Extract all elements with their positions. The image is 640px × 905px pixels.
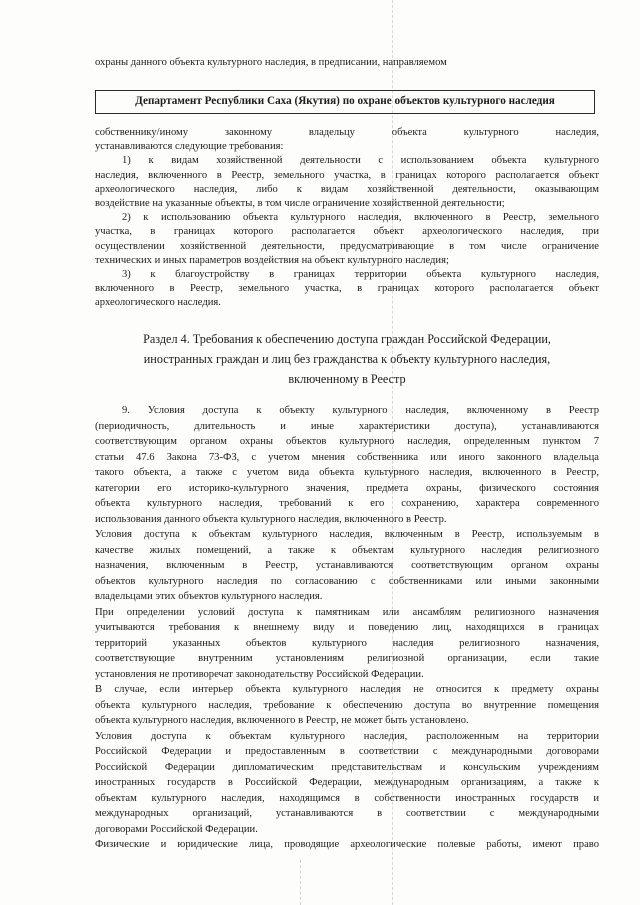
authority-box — [95, 90, 595, 114]
text-line: археологического наследия. — [95, 297, 221, 309]
text-line: Российской Федерации дипломатическим представительствам и консульским учреждениям — [95, 761, 599, 773]
scan-fold-line-bottom — [300, 860, 301, 905]
text-line: Физические и юридические лица, проводящие археологические полевые работы, имеют право — [95, 839, 599, 850]
text-line: объекта культурного наследия, требований к его сохранению, характера современного — [95, 498, 599, 509]
text-line: (периодичность, длительность и иные характеристики доступа), устанавливаются — [95, 420, 599, 432]
section-title-line: Раздел 4. Требования к обеспечению доступа граждан Российской Федерации, — [143, 332, 551, 346]
text-line: качестве жилых помещений, а также к объектам культурного наследия религиозного — [95, 544, 599, 556]
text-line: участка, в границах которого располагается объект археологического наследия, при — [95, 226, 599, 238]
text-line: соответствующим органом охраны объектов культурного наследия, определенным пунктом 7 — [95, 436, 599, 447]
text-line: При определении условий доступа к памятникам или ансамблям религиозного назначения — [95, 606, 599, 618]
text-line: объектов культурного наследия по согласованию с собственниками или иными законными — [95, 575, 599, 587]
authority-name: Департамент Республики Саха (Якутия) по охране объектов культурного наследия — [135, 95, 555, 107]
text-line: владельцами этих объектов культурного наследия. — [95, 591, 323, 602]
text-line: 2) к использованию объекта культурного наследия, включенного в Реестр, земельного — [122, 212, 599, 224]
text-line: территорий указанных объектов культурного наследия религиозного назначения, — [95, 637, 599, 649]
section-title-line: иностранных граждан и лиц без гражданства к объекту культурного наследия, — [143, 352, 551, 366]
text-line: В случае, если интерьер объекта культурного наследия не относится к предмету охраны — [95, 684, 599, 695]
text-line: договорами Российской Федерации. — [95, 823, 258, 835]
text-line: воздействие на указанные объекты, в том числе ограничение хозяйственной деятельности; — [95, 198, 505, 209]
text-line: такого объекта, а также с учетом вида объекта культурного наследия, включенного в Реестр, — [95, 467, 599, 478]
text-line: 1) к видам хозяйственной деятельности с использованием объекта культурного — [122, 155, 599, 167]
text-line: 9. Условия доступа к объекту культурного наследия, включенному в Реестр — [122, 405, 599, 416]
text-line: объектам культурного наследия, находящимся в собственности иностранных государств и — [95, 792, 599, 804]
text-line: соответствующие внутренним установлениям религиозной организации, если такие — [95, 653, 599, 664]
text-line: объекта культурного наследия, требование к обеспечению доступа во внутренние помещения — [95, 699, 599, 711]
text-line: устанавливаются следующие требования: — [95, 141, 284, 153]
top-line: охраны данного объекта культурного наследия, в предписании, направляемом — [95, 57, 447, 68]
text-line: установления не противоречат законодательству Российской Федерации. — [95, 668, 424, 680]
text-line: использования данного объекта культурного наследия, включенного в Реестр. — [95, 513, 447, 525]
text-line: категории его историко-культурного значения, предмета охраны, физического состояния — [95, 482, 599, 494]
text-line: иностранных государств в Российской Федерации, международным организациям, а также к — [95, 777, 599, 788]
text-line: археологического наследия, либо к видам хозяйственной деятельности, оказывающим — [95, 183, 599, 195]
text-line: статьи 47.6 Закона 73-ФЗ, с учетом мнения собственника или иного законного владельца — [95, 451, 599, 463]
text-line: 3) к благоустройству в границах территории объекта культурного наследия, — [122, 269, 599, 280]
text-line: Условия доступа к объектам культурного наследия, включенным в Реестр, используемым в — [95, 529, 599, 540]
text-line: учитываются требования к внешнему виду и поведению лиц, находящихся в границах — [95, 622, 599, 633]
text-line: Условия доступа к объектам культурного наследия, расположенным на территории — [95, 730, 599, 742]
text-line: наследия, включенного в Реестр, земельного участка, в границах которого располагается объект — [95, 169, 599, 181]
text-line: Российской Федерации и предоставленным в соответствии с международными договорами — [95, 746, 599, 757]
text-line: собственнику/иному законному владельцу объекта культурного наследия, — [95, 127, 599, 138]
text-line: осуществлении хозяйственной деятельности, предусматривающие в том числе ограничение — [95, 240, 599, 252]
text-line: включенного в Реестр, земельного участка, в границах которого располагается объект — [95, 283, 599, 295]
text-line: технических и иных параметров воздействия на объект культурного наследия; — [95, 254, 449, 266]
text-line: назначения, включенным в Реестр, устанавливаются соответствующим органом охраны — [95, 560, 599, 571]
text-line: международных организаций, устанавливаются в соответствии с международными — [95, 808, 599, 819]
text-line: объекта культурного наследия, включенного в Реестр, не может быть установлено. — [95, 715, 469, 726]
section-title-line: включенному в Реестр — [288, 372, 406, 386]
